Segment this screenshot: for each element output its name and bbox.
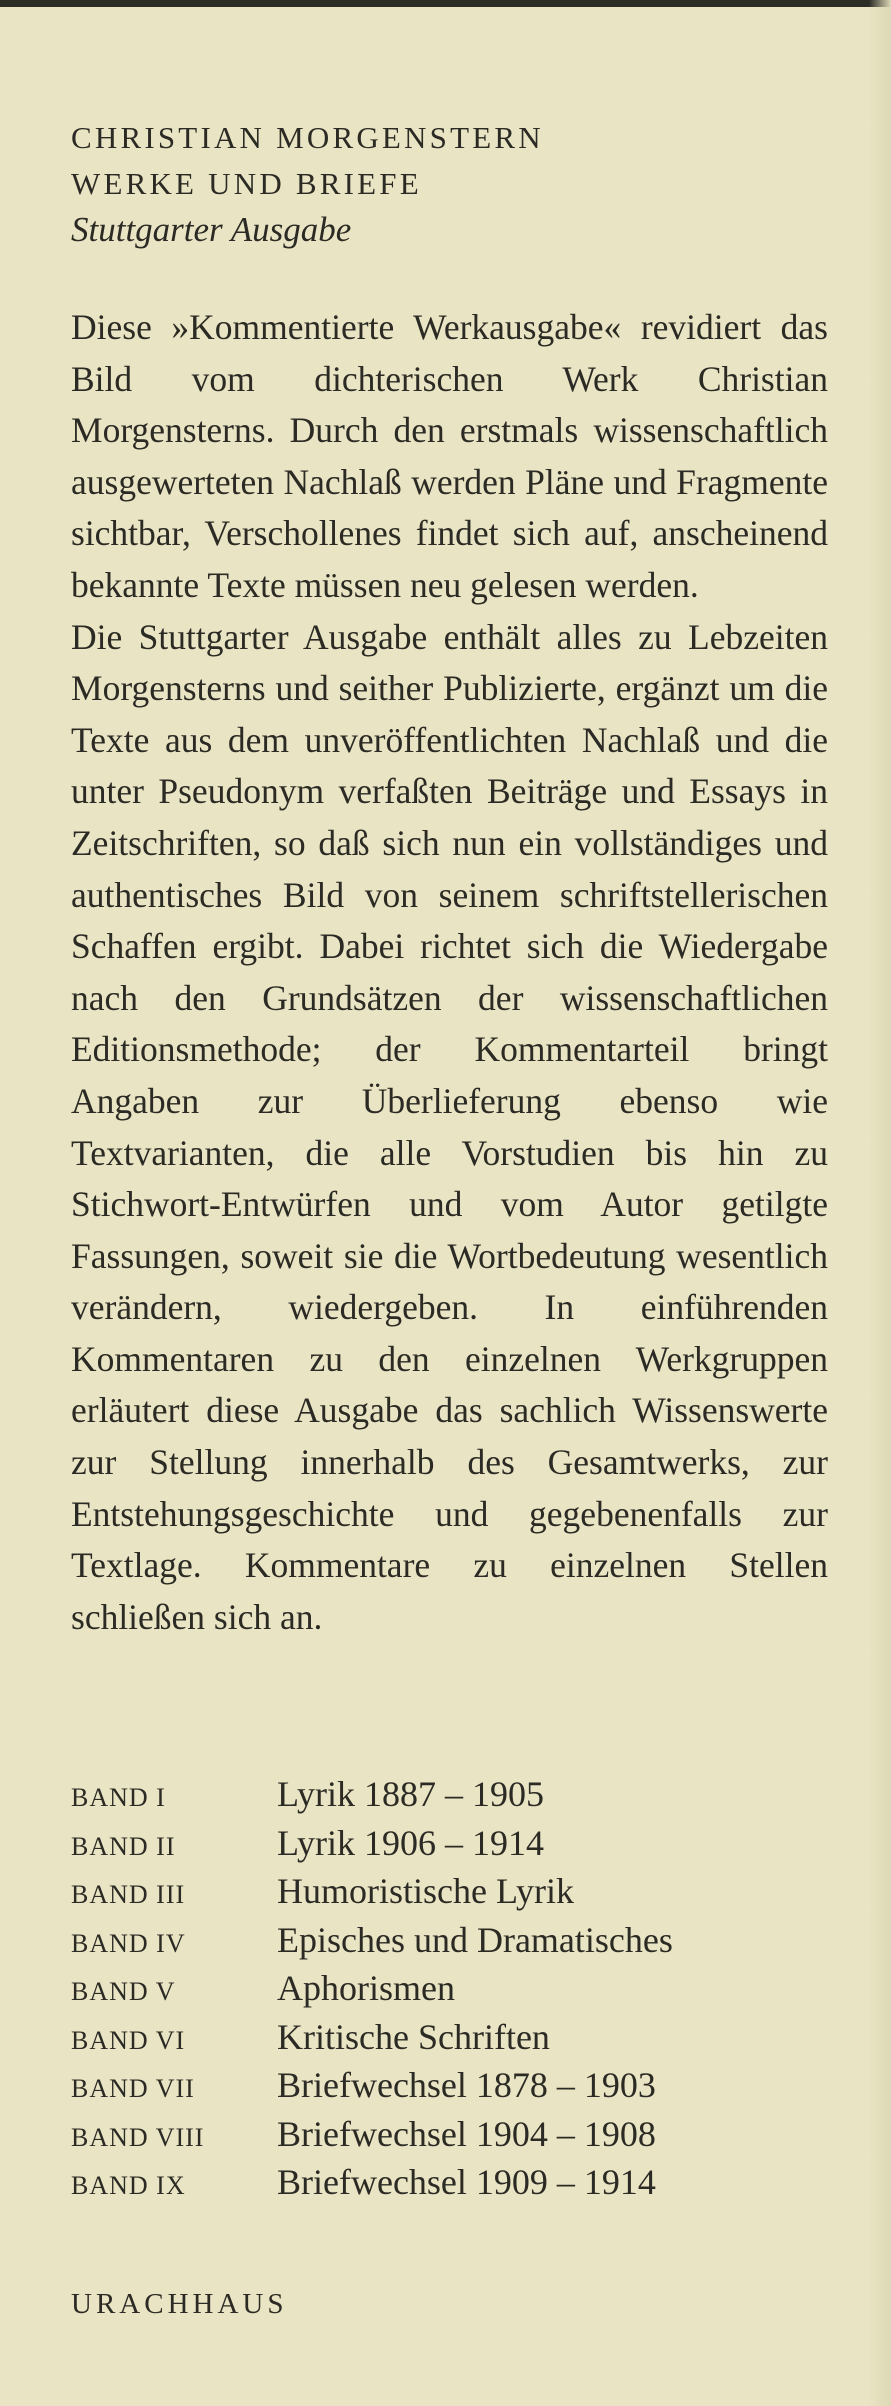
volume-number: BAND VIII [71,2122,205,2152]
volume-row [71,1967,831,2016]
volume-row [71,1773,831,1822]
volume-title: Briefwechsel 1878 – 1903 [277,2065,656,2105]
edition-subtitle: Stuttgarter Ausgabe [71,210,352,249]
volume-title: Humoristische Lyrik [277,1871,574,1911]
description-paragraph: Die Stuttgarter Ausgabe enthält alles zu Lebzeiten Morgensterns und seither Publizierte, ergänzt um die Texte aus dem unveröffentlichten Nachlaß und die unter Pseudonym verfaßten Beiträge und Essays in Zeitschriften, so daß sich nun ein vollständiges und authentisches Bild von seinem schriftstellerischen Schaffen ergibt. Dabei richtet sich die Wiedergabe nach den Grundsätzen der wissenschaftlichen Editionsmethode; der Kommentarteil bringt Angaben zur Überlieferung ebenso wie Textvarianten, die alle Vorstudien bis hin zu Stichwort-Entwürfen und vom Autor getilgte Fassungen, soweit sie die Wortbedeutung wesentlich verändern, wiedergeben. In einführenden Kommentaren zu den einzelnen Werkgruppen erläutert diese Ausgabe das sachlich Wissenswerte zur Stellung innerhalb des Gesamtwerks, zur Entstehungsgeschichte und gegebenenfalls zur Textlage. Kommentare zu einzelnen Stellen schließen sich an. [71,616,828,1637]
volume-row [71,2161,831,2210]
volume-row [71,2064,831,2113]
description-text [71,302,828,1643]
volume-list [71,1773,831,2210]
volume-number: BAND III [71,1880,186,1909]
volume-number: BAND I [71,1783,166,1812]
page-edge-shade [869,0,891,2406]
volume-number: BAND IX [71,2171,186,2200]
volume-title: Aphorismen [277,1968,455,2008]
series-title [71,115,544,207]
volume-title: Lyrik 1906 – 1914 [277,1822,544,1863]
volume-row [71,2113,831,2162]
volume-title: Episches und Dramatisches [277,1919,673,1960]
author-name: CHRISTIAN MORGENSTERN [71,120,544,155]
edition-name: WERKE UND BRIEFE [71,166,422,201]
volume-row [71,1919,831,1968]
publisher-name: URACHHAUS [71,2288,288,2320]
volume-number: BAND VII [71,2074,195,2103]
volume-number: BAND V [71,1977,176,2006]
top-edge-bar [0,0,891,7]
volume-title: Lyrik 1887 – 1905 [277,1774,544,1814]
volume-row [71,1822,831,1871]
volume-number: BAND IV [71,1928,186,1958]
volume-row [71,2016,831,2065]
volume-title: Briefwechsel 1904 – 1908 [277,2113,656,2154]
volume-title: Briefwechsel 1909 – 1914 [277,2162,656,2202]
volume-number: BAND VI [71,2025,186,2055]
volume-title: Kritische Schriften [277,2016,550,2057]
volume-row [71,1870,831,1919]
volume-number: BAND II [71,1831,176,1861]
description-paragraph: Diese »Kommentierte Werkausgabe« revidiert das Bild vom dichterischen Werk Christian Morgensterns. Durch den erstmals wissenschaftlich ausgewerteten Nachlaß werden Pläne und Fragmente sichtbar, Verschollenes findet sich auf, anscheinend bekannte Texte müssen neu gelesen werden. [71,307,828,605]
